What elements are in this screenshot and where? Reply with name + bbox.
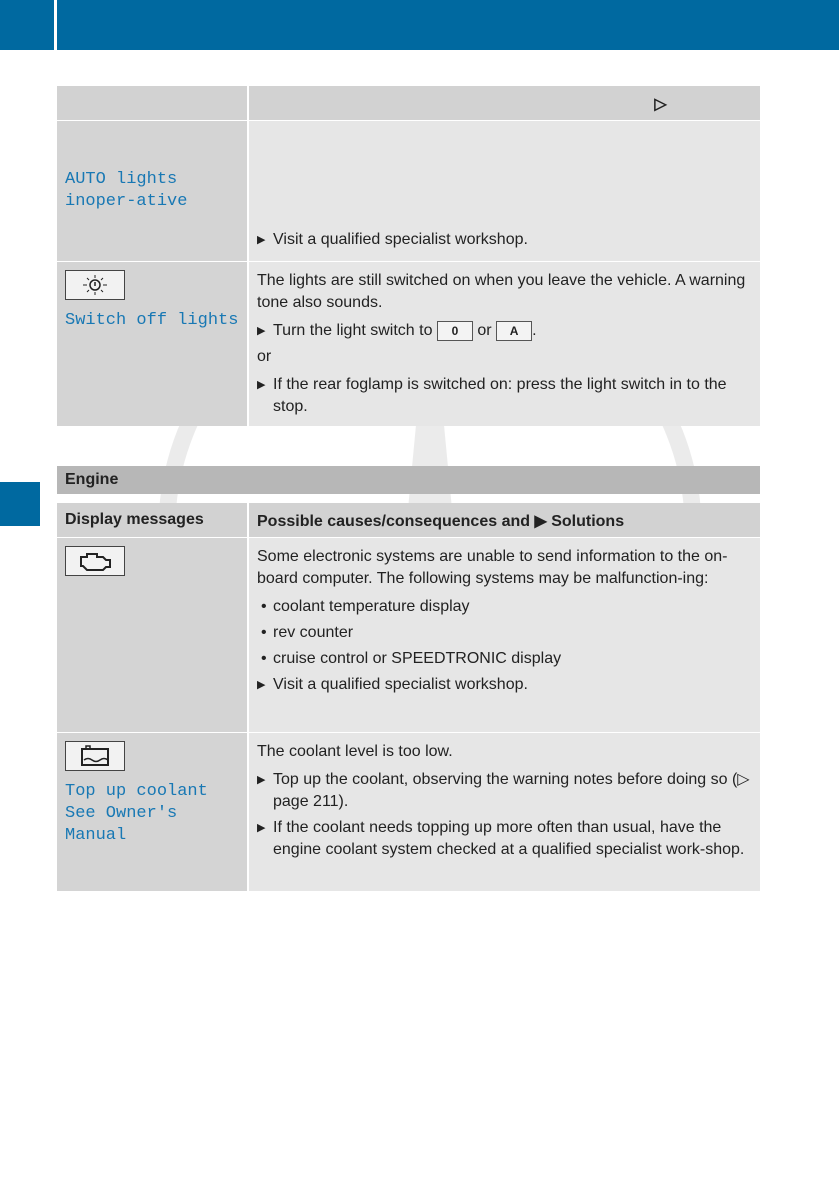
solution-step: ▶ Visit a qualified specialist workshop.: [257, 229, 528, 251]
header-col1: [57, 86, 247, 120]
light-warning-icon: [65, 270, 125, 300]
header-col1: Display messages: [57, 503, 247, 537]
solution-cell: [247, 733, 760, 891]
solution-step: [257, 320, 752, 342]
solution-step: ▶ If the rear foglamp is switched on: press the light switch in to the stop.: [257, 374, 752, 418]
solution-cell: [247, 121, 760, 261]
table-row: [57, 732, 760, 891]
cause-text: Some electronic systems are unable to send information to the on-board computer. The following systems may be malfunction-ing:: [257, 548, 728, 587]
display-message: Switch off lights: [65, 311, 239, 330]
or-text: or: [257, 348, 272, 365]
display-message: Top up coolant See Owner's Manual: [65, 782, 208, 845]
header-col2: Possible causes/consequences and ▶ Solutions: [247, 503, 760, 537]
list-item: • cruise control or SPEEDTRONIC display: [257, 648, 752, 670]
section-title: Engine: [57, 466, 760, 494]
solution-step: ▶ If the coolant needs topping up more often than usual, have the engine coolant system checked at a qualified specialist work-shop.: [257, 817, 752, 861]
step-text: Turn the light switch to: [273, 322, 433, 339]
table-row: [57, 261, 760, 426]
message-cell: [57, 262, 247, 426]
list-item: • rev counter: [257, 622, 752, 644]
arrow-icon: ▷: [654, 96, 667, 113]
switch-position-auto: A: [496, 321, 532, 341]
cause-text: The lights are still switched on when you leave the vehicle. A warning tone also sounds.: [257, 272, 746, 311]
engine-table: [57, 503, 760, 891]
table-header: [57, 86, 760, 120]
coolant-icon: [65, 741, 125, 771]
step-text-or: or: [477, 322, 492, 339]
chapter-tab: [0, 482, 40, 526]
display-message: AUTO lights inoper-ative: [65, 170, 188, 211]
solution-cell: [247, 262, 760, 426]
lights-table: [57, 86, 760, 426]
table-row: [57, 120, 760, 261]
header-divider: [54, 0, 57, 50]
table-row: [57, 537, 760, 732]
switch-position-0: 0: [437, 321, 473, 341]
message-cell: [57, 733, 247, 891]
message-cell: [57, 121, 247, 261]
table-header: [57, 503, 760, 537]
solution-cell: [247, 538, 760, 732]
message-cell: [57, 538, 247, 732]
solution-step: ▶ Top up the coolant, observing the warning notes before doing so (▷ page 211).: [257, 769, 752, 813]
engine-icon: [65, 546, 125, 576]
header-col2: [247, 86, 760, 120]
solution-step: ▶ Visit a qualified specialist workshop.: [257, 674, 752, 696]
cause-text: The coolant level is too low.: [257, 743, 453, 760]
list-item: • coolant temperature display: [257, 596, 752, 618]
header-bar: [0, 0, 839, 50]
step-text-end: .: [532, 322, 537, 339]
